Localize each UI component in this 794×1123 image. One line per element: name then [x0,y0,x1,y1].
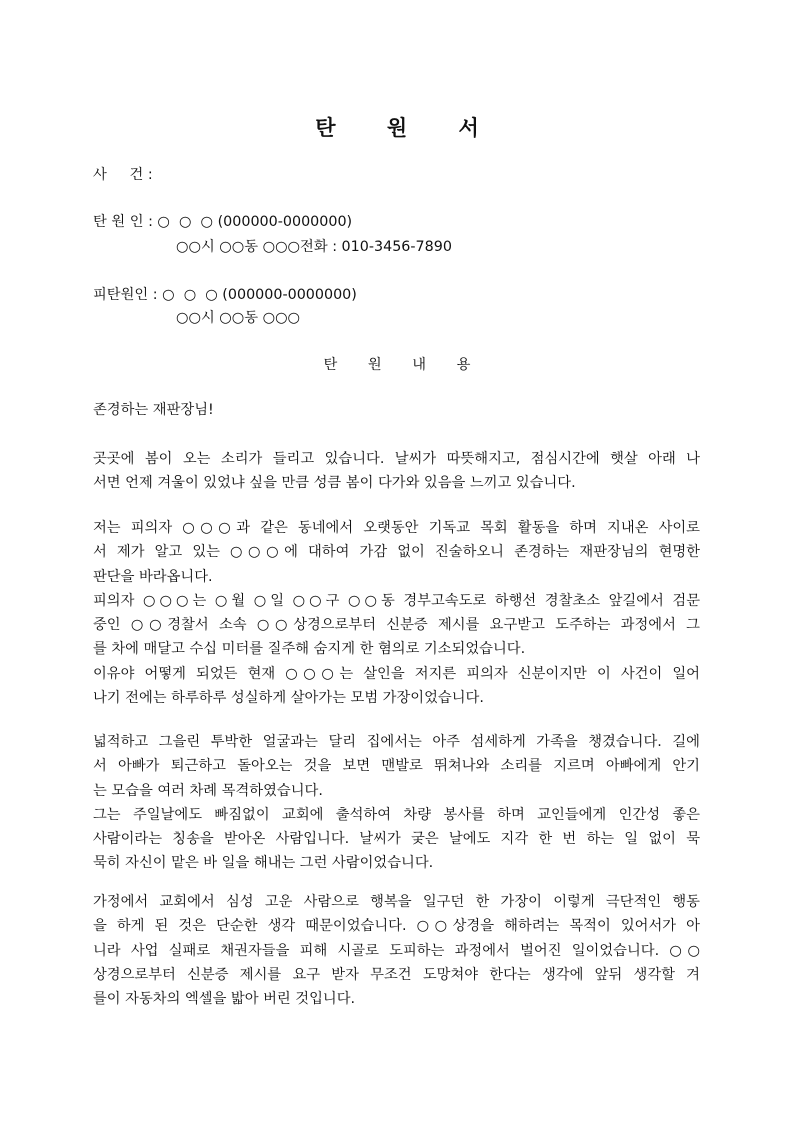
paragraph-line: 서면 언제 겨울이 있었냐 싶을 만큼 성큼 봄이 다가와 있음을 느끼고 있습니다. [93,475,576,492]
paragraph-1 [93,447,700,496]
salutation: 존경하는 재판장님! [93,402,214,418]
paragraph-line: 나기 전에는 하루하루 성실하게 살아가는 모범 가장이었습니다. [93,690,484,707]
petitioner-address: ○○시 ○○동 ○○○전화 : 010-3456-7890 [176,239,452,255]
paragraph-line: 피의자 ○○○는 ○월 ○일 ○○구 ○○동 경부고속도로 하행선 경찰초소 앞길에서 검문 [93,592,700,609]
paragraph-line: 상경으로부터 신분증 제시를 요구 받자 무조건 도망쳐야 한다는 생각에 앞뒤 생각할 겨 [93,966,700,983]
paragraph-line: 을 하게 된 것은 단순한 생각 때문이었습니다. ○○상경을 해하려는 목적이 있어서가 아 [93,918,700,935]
paragraph-line: 를 차에 매달고 수십 미터를 질주해 숨지게 한 혐의로 기소되었습니다. [93,641,526,658]
paragraph-2 [93,516,700,710]
paragraph-line: 그는 주일날에도 빠짐없이 교회에 출석하여 차량 봉사를 하며 교인들에게 인간성 좋은 [93,806,700,823]
respondent-line: 피탄원인 : ○ ○ ○ (000000-0000000) [93,287,357,303]
paragraph-line: 중인 ○○경찰서 소속 ○○상경으로부터 신분증 제시를 요구받고 도주하는 과정에서 그 [93,617,700,634]
paragraph-3 [93,730,700,876]
paragraph-line: 넓적하고 그을린 투박한 얼굴과는 달리 집에서는 아주 섬세하게 가족을 챙겼습니다. 길에 [93,734,700,750]
paragraph-line: 서 아빠가 퇴근하고 돌아오는 것을 보면 맨발로 뛰쳐나와 소리를 지르며 아빠에게 안기 [93,758,700,775]
paragraph-4 [93,890,700,1011]
case-line: 사 건 : [93,167,153,183]
paragraph-line: 를이 자동차의 엑셀을 밟아 버린 것입니다. [93,991,356,1008]
petitioner-line: 탄 원 인 : ○ ○ ○ (000000-0000000) [93,214,353,230]
paragraph-line: 곳곳에 봄이 오는 소리가 들리고 있습니다. 날씨가 따뜻해지고, 점심시간에 햇살 아래 나 [93,451,700,467]
paragraph-line: 사람이라는 칭송을 받아온 사람입니다. 날씨가 궂은 날에도 지각 한 번 하는 일 없이 묵 [93,831,700,848]
paragraph-line: 서 제가 알고 있는 ○○○에 대하여 가감 없이 진술하오니 존경하는 재판장님의 현명한 [93,544,700,561]
paragraph-line: 니라 사업 실패로 채권자들을 피해 시골로 도피하는 과정에서 벌어진 일이었습니다. ○○ [93,942,700,959]
paragraph-line: 저는 피의자 ○○○과 같은 동네에서 오랫동안 기독교 목회 활동을 하며 지내온 사이로 [93,520,700,536]
section-title: 탄 원 내 용 [323,357,484,373]
document-title: 탄 원 서 [315,116,501,140]
paragraph-line: 묵히 자신이 맡은 바 일을 해내는 그런 사람이었습니다. [93,855,434,872]
respondent-address: ○○시 ○○동 ○○○ [176,310,301,326]
paragraph-line: 는 모습을 여러 차례 목격하였습니다. [93,782,323,799]
paragraph-line: 이유야 어떻게 되었든 현재 ○○○는 살인을 저지른 피의자 신분이지만 이 사건이 일어 [93,665,700,682]
paragraph-line: 가정에서 교회에서 심성 고운 사람으로 행복을 일구던 한 가장이 이렇게 극단적인 행동 [93,894,700,910]
paragraph-line: 판단을 바라옵니다. [93,568,213,585]
